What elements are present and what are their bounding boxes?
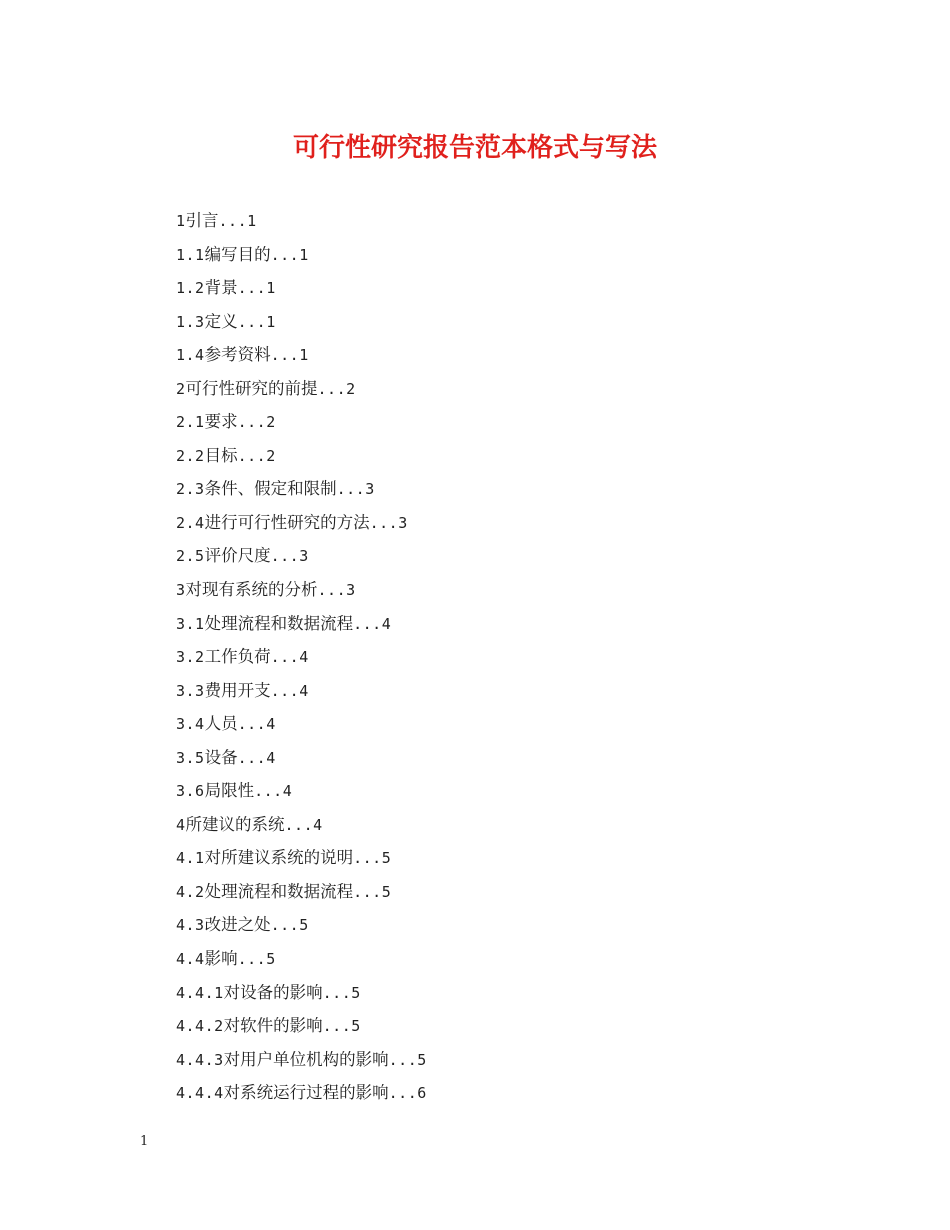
- toc-entry: [176, 709, 427, 743]
- toc-entry-leader: ...: [388, 1084, 418, 1103]
- toc-entry-number: 3.3: [176, 681, 205, 700]
- toc-entry-page: 4: [381, 614, 392, 633]
- toc-entry-number: 3.6: [176, 782, 205, 801]
- toc-entry-number: 4.1: [176, 849, 205, 868]
- toc-entry: [176, 407, 427, 441]
- toc-entry: [176, 810, 427, 844]
- toc-entry-title: 局限性: [204, 781, 255, 801]
- toc-entry-leader: ...: [270, 547, 300, 566]
- toc-entry-page: 1: [299, 346, 309, 365]
- toc-entry-number: 4.4.4: [176, 1084, 224, 1103]
- toc-entry-leader: ...: [322, 1017, 352, 1036]
- toc-entry: [176, 1078, 427, 1112]
- toc-entry-number: 1.2: [176, 279, 205, 298]
- toc-entry: [176, 206, 427, 240]
- toc-entry-page: 3: [346, 581, 356, 600]
- toc-entry: [176, 743, 427, 777]
- toc-entry-leader: ...: [237, 413, 267, 432]
- toc-entry-number: 2.4: [176, 513, 205, 532]
- toc-entry: [176, 1045, 427, 1079]
- toc-entry-leader: ...: [237, 950, 267, 969]
- toc-entry: [176, 474, 427, 508]
- toc-entry-title: 条件、假定和限制: [204, 479, 337, 499]
- toc-entry-number: 3: [176, 581, 186, 600]
- toc-entry-title: 对所建议系统的说明: [204, 848, 354, 868]
- toc-entry-number: 2: [176, 379, 186, 398]
- toc-entry-leader: ...: [388, 1050, 418, 1069]
- toc-entry-page: 3: [299, 547, 309, 566]
- toc-entry-title: 处理流程和数据流程: [204, 613, 354, 633]
- toc-entry-page: 3: [365, 480, 375, 499]
- toc-entry: [176, 340, 427, 374]
- toc-entry-leader: ...: [237, 446, 267, 465]
- toc-entry-number: 3.4: [176, 715, 205, 734]
- toc-entry-page: 2: [266, 446, 276, 465]
- toc-entry: [176, 575, 427, 609]
- toc-entry: [176, 441, 427, 475]
- toc-entry-page: 1: [299, 245, 309, 264]
- toc-entry-number: 2.5: [176, 547, 205, 566]
- toc-entry-page: 5: [381, 882, 392, 901]
- toc-entry-title: 所建议的系统: [185, 814, 285, 834]
- toc-entry-page: 5: [351, 1017, 361, 1036]
- toc-entry: [176, 843, 427, 877]
- toc-entry-leader: ...: [353, 614, 382, 633]
- toc-entry-number: 4.3: [176, 916, 205, 935]
- toc-entry-leader: ...: [237, 748, 267, 767]
- toc-entry-leader: ...: [270, 648, 300, 667]
- toc-entry-page: 6: [417, 1084, 427, 1103]
- toc-entry-title: 对现有系统的分析: [185, 580, 318, 600]
- toc-entry: [176, 642, 427, 676]
- toc-entry-number: 4.4.3: [176, 1050, 224, 1069]
- toc-entry-number: 3.2: [176, 648, 205, 667]
- toc-entry: [176, 676, 427, 710]
- toc-entry: [176, 776, 427, 810]
- toc-entry-title: 工作负荷: [204, 647, 271, 667]
- toc-entry-number: 3.1: [176, 614, 205, 633]
- toc-entry-number: 3.5: [176, 748, 205, 767]
- toc-entry-leader: ...: [270, 681, 300, 700]
- toc-entry-page: 4: [282, 782, 293, 801]
- toc-entry-number: 1.4: [176, 346, 205, 365]
- toc-entry-page: 4: [266, 715, 276, 734]
- toc-entry-leader: ...: [322, 983, 352, 1002]
- toc-entry: [176, 307, 427, 341]
- toc-entry-leader: ...: [237, 715, 267, 734]
- toc-entry-leader: ...: [336, 480, 366, 499]
- toc-entry-page: 1: [247, 212, 257, 230]
- toc-entry-title: 对系统运行过程的影响: [223, 1083, 389, 1103]
- toc-entry-page: 2: [266, 413, 276, 432]
- toc-entry: [176, 609, 427, 643]
- toc-entry-number: 4.4: [176, 950, 205, 969]
- toc-entry: [176, 541, 427, 575]
- toc-entry-number: 4.2: [176, 882, 205, 901]
- toc-entry-leader: ...: [218, 212, 248, 230]
- toc-entry-page: 5: [351, 983, 361, 1002]
- toc-entry-leader: ...: [317, 581, 347, 600]
- toc-entry: [176, 508, 427, 542]
- toc-entry-page: 3: [398, 513, 408, 532]
- table-of-contents: [176, 206, 427, 1112]
- toc-entry: [176, 877, 427, 911]
- toc-entry-title: 背景: [204, 278, 238, 298]
- toc-entry-page: 1: [266, 312, 276, 331]
- toc-entry-number: 1.3: [176, 312, 205, 331]
- toc-entry: [176, 1011, 427, 1045]
- toc-entry-leader: ...: [284, 815, 314, 834]
- toc-entry-title: 改进之处: [204, 915, 271, 935]
- toc-entry-leader: ...: [254, 782, 283, 801]
- toc-entry-title: 费用开支: [204, 680, 271, 700]
- toc-entry-title: 对设备的影响: [223, 982, 323, 1002]
- toc-entry: [176, 374, 427, 408]
- toc-entry-title: 对用户单位机构的影响: [223, 1049, 389, 1069]
- toc-entry-number: 2.2: [176, 446, 205, 465]
- toc-entry-number: 2.1: [176, 413, 205, 432]
- toc-entry-leader: ...: [369, 513, 399, 532]
- toc-entry: [176, 910, 427, 944]
- toc-entry: [176, 273, 427, 307]
- toc-entry-number: 4.4.2: [176, 1017, 224, 1036]
- toc-entry-page: 5: [381, 849, 392, 868]
- toc-entry-page: 4: [313, 815, 323, 834]
- toc-entry-page: 4: [299, 681, 309, 700]
- toc-entry-number: 4: [176, 815, 186, 834]
- toc-entry-page: 2: [346, 379, 356, 398]
- toc-entry-title: 要求: [204, 412, 238, 432]
- toc-entry-page: 5: [299, 916, 309, 935]
- toc-entry-page: 4: [266, 748, 276, 767]
- toc-entry-page: 4: [299, 648, 309, 667]
- toc-entry-leader: ...: [270, 245, 300, 264]
- toc-entry-title: 评价尺度: [204, 546, 271, 566]
- toc-entry-title: 对软件的影响: [223, 1016, 323, 1036]
- toc-entry-title: 编写目的: [204, 244, 271, 264]
- toc-entry-title: 设备: [204, 747, 238, 767]
- page-number: 1: [140, 1134, 149, 1149]
- toc-entry-title: 处理流程和数据流程: [204, 881, 354, 901]
- toc-entry-title: 目标: [204, 445, 238, 465]
- toc-entry-title: 进行可行性研究的方法: [204, 512, 370, 532]
- toc-entry-leader: ...: [270, 916, 300, 935]
- toc-entry-leader: ...: [237, 279, 267, 298]
- toc-entry-leader: ...: [353, 882, 382, 901]
- toc-entry-page: 1: [266, 279, 276, 298]
- toc-entry-title: 人员: [204, 714, 238, 734]
- toc-entry-title: 参考资料: [204, 345, 271, 365]
- toc-entry-title: 定义: [204, 311, 238, 331]
- toc-entry-number: 1: [176, 212, 186, 230]
- toc-entry-leader: ...: [237, 312, 267, 331]
- toc-entry-title: 可行性研究的前提: [185, 378, 318, 398]
- toc-entry-number: 4.4.1: [176, 983, 224, 1002]
- toc-entry-page: 5: [417, 1050, 427, 1069]
- toc-entry-page: 5: [266, 950, 276, 969]
- toc-entry-leader: ...: [317, 379, 347, 398]
- toc-entry-leader: ...: [353, 849, 382, 868]
- toc-entry-leader: ...: [270, 346, 300, 365]
- document-title: 可行性研究报告范本格式与写法: [292, 133, 657, 163]
- toc-entry: [176, 944, 427, 978]
- toc-entry-number: 1.1: [176, 245, 205, 264]
- toc-entry-number: 2.3: [176, 480, 205, 499]
- toc-entry-title: 引言: [185, 211, 219, 230]
- toc-entry: [176, 240, 427, 274]
- toc-entry: [176, 978, 427, 1012]
- toc-entry-title: 影响: [204, 949, 238, 969]
